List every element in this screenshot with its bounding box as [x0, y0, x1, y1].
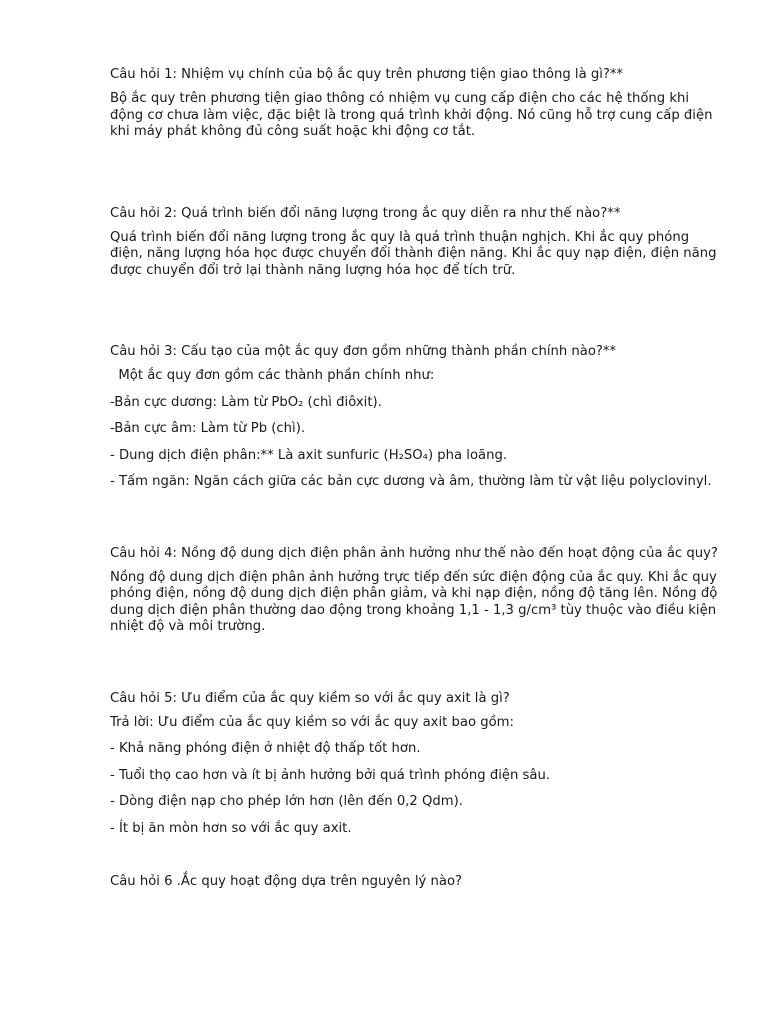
answer-3-item-2: -Bản cực âm: Làm từ Pb (chì).	[110, 421, 306, 436]
answer-3-intro: Một ắc quy đơn gồm các thành phần chính như:	[110, 368, 435, 383]
answer-3-item-4: - Tấm ngăn: Ngăn cách giữa các bản cực dương và âm, thường làm từ vật liệu polyclovinyl.	[110, 474, 712, 489]
question-5-text: Câu hỏi 5: Ưu điểm của ắc quy kiềm so với ắc quy axit là gì?	[110, 690, 510, 706]
answer-2-text: Quá trình biến đổi năng lượng trong ắc quy là quá trình thuận nghịch. Khi ắc quy phóng điện, năng lượng hóa học được chuyển đổi thành điện năng. Khi ắc quy nạp điện, điện năng được chuyển đổi trở lại thành năng lượng hóa học để tích trữ.	[110, 229, 721, 278]
question-block-5	[110, 690, 722, 838]
question-block-4	[110, 545, 722, 636]
spacer	[110, 847, 722, 873]
answer-1-text: Bộ ắc quy trên phương tiện giao thông có nhiệm vụ cung cấp điện cho các hệ thống khi động cơ chưa làm việc, đặc biệt là trong quá trình khởi động. Nó cũng hỗ trợ cung cấp điện khi máy phát không đủ công suất hoặc khi động cơ tắt.	[110, 91, 717, 139]
question-6-text: Câu hỏi 6 .Ắc quy hoạt động dựa trên nguyên lý nào?	[110, 874, 463, 889]
answer-3-item-3: - Dung dịch điện phân:** Là axit sunfuric (H₂SO₄) pha loãng.	[110, 447, 508, 463]
question-2-text: Câu hỏi 2: Quá trình biến đổi năng lượng trong ắc quy diễn ra như thế nào?**	[110, 205, 621, 221]
answer-3-item-1: -Bản cực dương: Làm từ PbO₂ (chì điôxit).	[110, 394, 382, 410]
question-block-2	[110, 205, 722, 280]
question-block-3	[110, 343, 722, 491]
answer-5-item-3: - Dòng điện nạp cho phép lớn hơn (lên đến 0,2 Qdm).	[110, 794, 463, 809]
question-block-1	[110, 66, 722, 141]
answer-5-intro: Trả lời: Ưu điểm của ắc quy kiềm so với ắc quy axit bao gồm:	[110, 714, 514, 730]
answer-5-item-2: - Tuổi thọ cao hơn và ít bị ảnh hưởng bởi quá trình phóng điện sâu.	[110, 767, 551, 783]
question-1-text: Câu hỏi 1: Nhiệm vụ chính của bộ ắc quy trên phương tiện giao thông là gì?**	[110, 67, 624, 82]
answer-5-item-1: - Khả năng phóng điện ở nhiệt độ thấp tốt hơn.	[110, 741, 421, 756]
document-content	[110, 66, 722, 898]
question-3-text: Câu hỏi 3: Cấu tạo của một ắc quy đơn gồm những thành phần chính nào?**	[110, 344, 617, 359]
spacer	[110, 646, 722, 690]
question-block-6	[110, 873, 722, 890]
spacer	[110, 501, 722, 545]
answer-4-text: Nồng độ dung dịch điện phân ảnh hưởng trực tiếp đến sức điện động của ắc quy. Khi ắc quy phóng điện, nồng độ dung dịch điện phân giảm, và khi nạp điện, nồng độ tăng lên. Nồng độ dung dịch điện phân thường dao động trong khoảng 1,1 - 1,3 g/cm³ tùy thuộc vào điều kiện nhiệt độ và môi trường.	[110, 569, 722, 634]
answer-5-item-4: - Ít bị ăn mòn hơn so với ắc quy axit.	[110, 820, 352, 836]
spacer	[110, 151, 722, 205]
question-4-text: Câu hỏi 4: Nồng độ dung dịch điện phân ảnh hưởng như thế nào đến hoạt động của ắc quy?	[110, 545, 718, 561]
spacer	[110, 289, 722, 343]
